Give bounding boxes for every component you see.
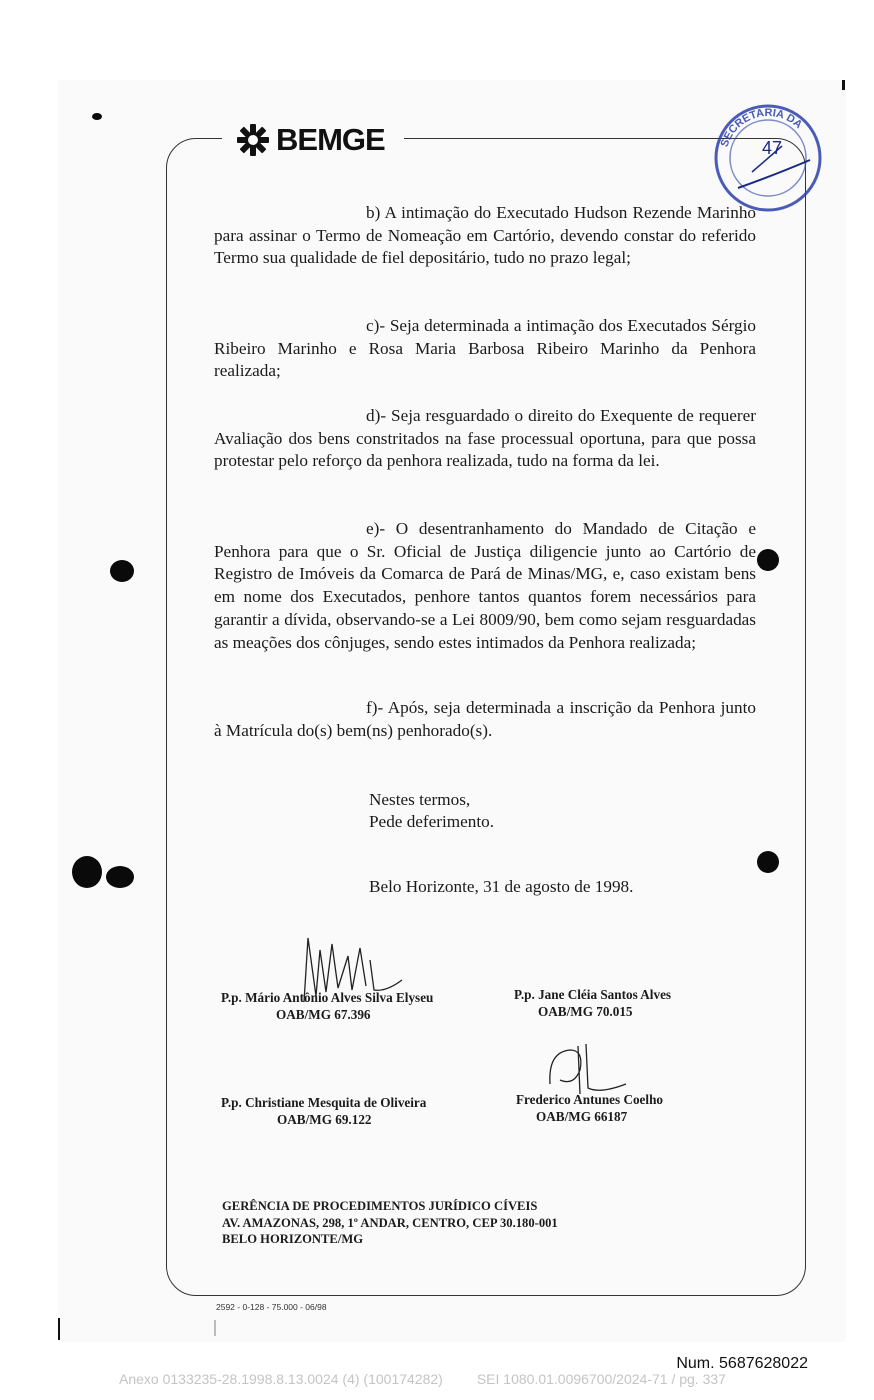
signatory-name: P.p. Mário Antônio Alves Silva Elyseu bbox=[221, 990, 434, 1005]
signatory-christiane bbox=[221, 1094, 426, 1128]
signatory-name: P.p. Jane Cléia Santos Alves bbox=[514, 987, 672, 1002]
footer-address bbox=[222, 1198, 558, 1248]
stamp-text: SECRETARIA DA bbox=[718, 106, 805, 149]
punch-hole bbox=[757, 851, 779, 873]
closing-line-1: Nestes termos, bbox=[369, 790, 471, 809]
brand-name: BEMGE bbox=[276, 122, 385, 157]
signatory-name: P.p. Christiane Mesquita de Oliveira bbox=[221, 1095, 427, 1110]
signatory-oab: OAB/MG 66187 bbox=[536, 1109, 628, 1124]
request-paragraph-b: b) A intimação do Executado Hudson Rezende Marinho para assinar o Termo de Nomeação em Cartório, devendo constar do referido Termo sua qualidade de fiel depositário, tudo no prazo legal; bbox=[214, 203, 757, 268]
punch-hole bbox=[110, 560, 134, 582]
bemge-star-icon bbox=[236, 123, 270, 157]
request-paragraph-f: f)- Após, seja determinada a inscrição da Penhora junto à Matrícula do(s) bem(ns) penhorado(s). bbox=[214, 698, 756, 740]
signatory-mario bbox=[221, 989, 433, 1023]
sheet-edge-mark bbox=[842, 80, 845, 90]
sei-text: SEI 1080.01.0096700/2024-71 / pg. 337 bbox=[476, 1371, 726, 1387]
signatory-frederico bbox=[516, 1091, 663, 1125]
place-date: Belo Horizonte, 31 de agosto de 1998. bbox=[369, 877, 634, 896]
footer-line-1: GERÊNCIA DE PROCEDIMENTOS JURÍDICO CÍVEIS bbox=[222, 1199, 538, 1213]
attachment-reference bbox=[119, 1371, 726, 1387]
protocol-stamp bbox=[712, 102, 824, 214]
scan-mark bbox=[214, 1320, 216, 1336]
stamp-number: 47 bbox=[762, 138, 783, 158]
signatory-jane bbox=[514, 986, 671, 1020]
signatory-name: Frederico Antunes Coelho bbox=[516, 1092, 664, 1107]
scan-speck bbox=[92, 113, 102, 120]
form-code: 2592 - 0-128 - 75.000 - 06/98 bbox=[216, 1302, 327, 1312]
footer-line-2: AV. AMAZONAS, 298, 1º ANDAR, CENTRO, CEP 30.180-001 bbox=[222, 1215, 558, 1230]
sheet-edge-mark bbox=[58, 1318, 60, 1340]
closing-line-2: Pede deferimento. bbox=[369, 812, 495, 831]
request-paragraph-c: c)- Seja determinada a intimação dos Executados Sérgio Ribeiro Marinho e Rosa Maria Barbosa Ribeiro Marinho da Penhora realizada; bbox=[214, 316, 756, 381]
signatory-oab: OAB/MG 69.122 bbox=[277, 1112, 372, 1127]
punch-hole bbox=[106, 866, 134, 888]
anexo-text: Anexo 0133235-28.1998.8.13.0024 (4) (100174282) bbox=[119, 1371, 443, 1387]
request-paragraph-d: d)- Seja resguardado o direito do Exequente de requerer Avaliação dos bens constritados na fase processual oportuna, para que possa protestar pelo reforço da penhora realizada, tudo na forma da lei. bbox=[214, 406, 756, 471]
document-number: Num. 5687628022 bbox=[676, 1355, 808, 1372]
bemge-logo bbox=[236, 122, 385, 158]
punch-hole bbox=[757, 549, 779, 571]
request-paragraph-e: e)- O desentranhamento do Mandado de Citação e Penhora para que o Sr. Oficial de Justiça diligencie junto ao Cartório de Registro de Imóveis da Comarca de Pará de Minas/MG, e, caso existam bens em nome dos Executados, penhore tantos quantos forem necessários para garantir a dívida, observando-se a Lei 8009/90, bem como sejam resguardadas as meações dos cônjuges, sendo estes intimados da Penhora realizada; bbox=[214, 519, 756, 652]
signatory-oab: OAB/MG 70.015 bbox=[538, 1004, 633, 1019]
punch-hole bbox=[72, 856, 102, 888]
signatory-oab: OAB/MG 67.396 bbox=[276, 1007, 371, 1022]
footer-line-3: BELO HORIZONTE/MG bbox=[222, 1232, 364, 1246]
